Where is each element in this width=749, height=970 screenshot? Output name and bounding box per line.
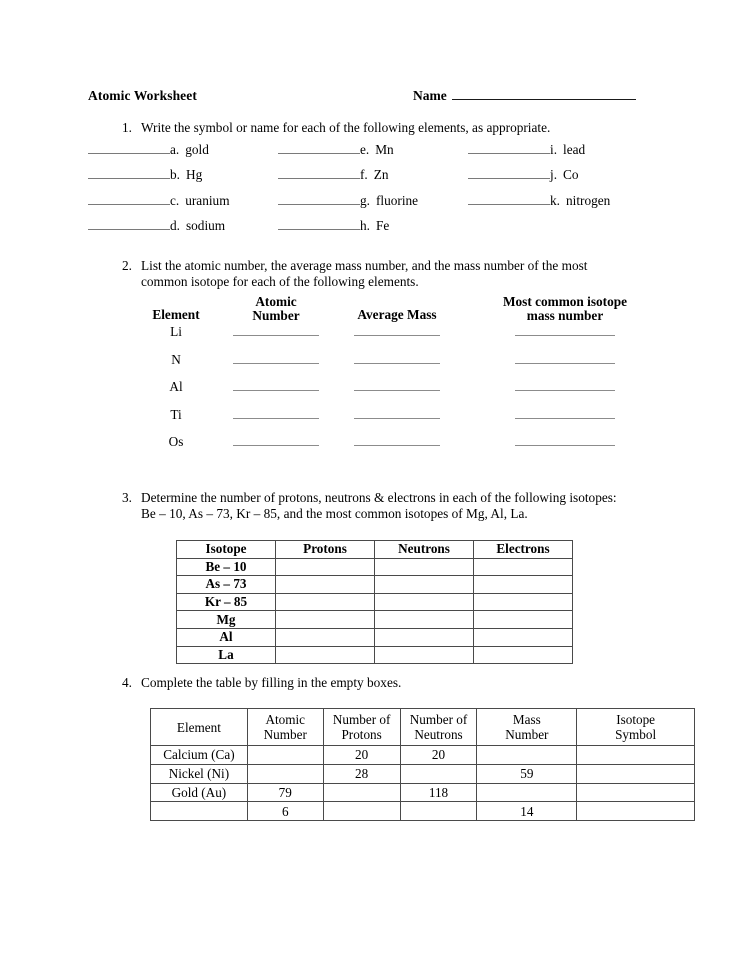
table-row [132, 434, 692, 462]
answer-blank-k[interactable] [468, 192, 550, 205]
element-cell-nickel: Nickel (Ni) [151, 764, 248, 783]
question-2-table-header [132, 290, 692, 324]
element-label-os: Os [168, 434, 184, 449]
column-header-atomic-number [220, 295, 332, 324]
table-header-row [151, 709, 695, 746]
item-label-j: Co [563, 167, 579, 183]
item-label-e: Mn [375, 142, 394, 157]
column-header-atomic-number-line-2: Number [252, 308, 300, 324]
answer-blank-j[interactable] [468, 166, 550, 179]
average-mass-blank-ti[interactable] [332, 409, 462, 419]
question-3 [110, 490, 690, 521]
isotope-cell-as73: As – 73 [177, 576, 276, 594]
mass-number-cell-gold[interactable] [477, 783, 577, 802]
atomic-number-blank-li[interactable] [220, 326, 332, 336]
atomic-number-blank-ti[interactable] [220, 409, 332, 419]
column-header-atomic-number-line-2: Number [263, 727, 307, 742]
isotope-symbol-cell-gold[interactable] [577, 783, 695, 802]
item-letter-i: i. [550, 142, 558, 157]
question-2 [110, 258, 690, 449]
atomic-number-cell-nickel[interactable] [247, 764, 323, 783]
item-letter-j: j. [550, 167, 558, 183]
question-1-row [88, 166, 658, 191]
item-label-g: fluorine [375, 192, 419, 208]
answer-blank-c[interactable] [88, 192, 170, 205]
column-header-atomic-number [247, 709, 323, 746]
question-3-prompt [141, 490, 690, 521]
question-1-row [88, 217, 658, 242]
isotope-symbol-cell-calcium[interactable] [577, 746, 695, 765]
item-label-h: Fe [375, 217, 390, 233]
mass-number-cell-calcium[interactable] [477, 746, 577, 765]
protons-cell-la[interactable] [276, 646, 375, 664]
neutrons-cell-mg[interactable] [375, 611, 474, 629]
item-label-b: Hg [185, 167, 203, 183]
name-input-line[interactable] [452, 89, 636, 100]
column-header-mass-number [477, 709, 577, 746]
document-header [88, 88, 618, 104]
isotope-cell-kr85: Kr – 85 [177, 593, 276, 611]
column-header-neutrons-line-1: Number of [409, 712, 468, 727]
atomic-number-cell-blank[interactable]: 6 [247, 802, 323, 821]
question-3-prompt-line-1: Determine the number of protons, neutrons & electrons in each of the following isotopes: [141, 490, 617, 505]
question-1-item-h [278, 217, 468, 234]
item-label-i: lead [563, 142, 586, 157]
table-header-row [177, 541, 573, 559]
column-header-protons-line-1: Number of [332, 712, 391, 727]
atomic-number-cell-calcium[interactable] [247, 746, 323, 765]
table-row [177, 558, 573, 576]
column-header-atomic-number-line-1: Atomic [265, 712, 306, 727]
question-1-number: 1. [122, 120, 132, 135]
question-2-prompt [141, 258, 690, 289]
protons-cell-blank[interactable] [323, 802, 400, 821]
protons-cell-nickel[interactable]: 28 [323, 764, 400, 783]
protons-cell-as73[interactable] [276, 576, 375, 594]
protons-cell-kr85[interactable] [276, 593, 375, 611]
column-header-element-line-1: Element [176, 719, 221, 735]
column-header-average-mass: Average Mass [357, 307, 437, 323]
item-letter-c: c. [170, 192, 180, 208]
question-1-item-empty [468, 217, 658, 230]
answer-blank-a[interactable] [88, 141, 170, 154]
element-completion-table [150, 708, 695, 821]
neutrons-cell-la[interactable] [375, 646, 474, 664]
item-letter-h: h. [360, 217, 370, 233]
question-4-number: 4. [122, 675, 132, 690]
element-cell-blank[interactable] [151, 802, 248, 821]
table-row [177, 593, 573, 611]
column-header-element: Element [152, 307, 200, 323]
column-header-mass-number-line-1: Mass [512, 712, 541, 727]
item-label-d: sodium [185, 217, 226, 233]
table-row [132, 379, 692, 407]
most-common-isotope-blank-al[interactable] [462, 381, 668, 391]
isotope-cell-be10: Be – 10 [177, 558, 276, 576]
column-header-mass-number-line-2: Number [505, 727, 549, 742]
question-1-row [88, 141, 658, 166]
electrons-cell-mg[interactable] [474, 611, 573, 629]
column-header-number-of-protons [323, 709, 400, 746]
protons-cell-al[interactable] [276, 628, 375, 646]
column-header-protons: Protons [276, 541, 375, 559]
question-1-item-c [88, 192, 278, 209]
electrons-cell-la[interactable] [474, 646, 573, 664]
column-header-most-common-isotope [462, 295, 668, 324]
column-header-isotope-symbol-line-2: Symbol [615, 727, 657, 742]
column-header-neutrons-line-2: Neutrons [414, 727, 463, 742]
question-1-item-k [468, 192, 658, 209]
question-1-item-d [88, 217, 278, 234]
question-4-prompt: Complete the table by filling in the empty boxes. [141, 675, 402, 690]
column-header-element [151, 709, 248, 746]
table-row [132, 352, 692, 380]
element-label-ti: Ti [170, 406, 182, 422]
atomic-number-blank-n[interactable] [220, 354, 332, 364]
question-4 [110, 675, 690, 691]
item-letter-d: d. [170, 217, 180, 233]
question-1-item-e [278, 141, 468, 158]
question-1-row [88, 192, 658, 217]
element-label-li: Li [170, 324, 182, 339]
question-2-table [132, 290, 692, 462]
table-row [177, 646, 573, 664]
table-row [151, 802, 695, 821]
neutrons-cell-blank[interactable] [400, 802, 477, 821]
item-label-a: gold [185, 142, 209, 157]
isotope-cell-al: Al [177, 628, 276, 646]
neutrons-cell-calcium[interactable]: 20 [400, 746, 477, 765]
name-field-group [413, 88, 636, 104]
name-label: Name [412, 88, 447, 103]
item-letter-g: g. [360, 192, 370, 208]
question-1-item-i [468, 141, 658, 158]
item-letter-a: a. [170, 142, 180, 157]
element-label-n: N [171, 351, 181, 367]
average-mass-blank-li[interactable] [332, 326, 462, 336]
item-letter-k: k. [550, 192, 560, 208]
answer-blank-d[interactable] [88, 217, 170, 230]
element-cell-gold: Gold (Au) [151, 783, 248, 802]
question-1-item-f [278, 166, 468, 183]
column-header-electrons: Electrons [474, 541, 573, 559]
question-2-prompt-line-1: List the atomic number, the average mass number, and the mass number of the most [141, 258, 588, 273]
table-row [132, 324, 692, 352]
table-row [151, 746, 695, 765]
item-label-k: nitrogen [565, 192, 611, 208]
column-header-atomic-number-line-1: Atomic [255, 293, 297, 309]
column-header-isotope-symbol-line-1: Isotope [616, 712, 656, 727]
atomic-number-cell-gold[interactable]: 79 [247, 783, 323, 802]
protons-cell-gold[interactable] [323, 783, 400, 802]
answer-blank-b[interactable] [88, 166, 170, 179]
electrons-cell-kr85[interactable] [474, 593, 573, 611]
electrons-cell-al[interactable] [474, 628, 573, 646]
isotope-symbol-cell-blank[interactable] [577, 802, 695, 821]
protons-cell-mg[interactable] [276, 611, 375, 629]
question-1-item-g [278, 192, 468, 209]
mass-number-cell-nickel[interactable]: 59 [477, 764, 577, 783]
neutrons-cell-al[interactable] [375, 628, 474, 646]
table-row [177, 576, 573, 594]
most-common-isotope-blank-ti[interactable] [462, 409, 668, 419]
column-header-number-of-neutrons [400, 709, 477, 746]
table-row [151, 764, 695, 783]
neutrons-cell-be10[interactable] [375, 558, 474, 576]
isotope-symbol-cell-nickel[interactable] [577, 764, 695, 783]
electrons-cell-as73[interactable] [474, 576, 573, 594]
answer-blank-g[interactable] [278, 192, 360, 205]
question-1-answer-grid [88, 141, 658, 242]
element-cell-calcium: Calcium (Ca) [151, 746, 248, 765]
answer-blank-h[interactable] [278, 217, 360, 230]
item-label-c: uranium [185, 192, 230, 208]
mass-number-cell-blank[interactable]: 14 [477, 802, 577, 821]
column-header-most-common-line-1: Most common isotope [502, 293, 628, 309]
average-mass-blank-os[interactable] [332, 436, 462, 446]
question-3-number: 3. [122, 490, 132, 505]
answer-blank-i[interactable] [468, 141, 550, 154]
atomic-number-blank-al[interactable] [220, 381, 332, 391]
table-row [132, 407, 692, 435]
table-row [177, 611, 573, 629]
electrons-cell-be10[interactable] [474, 558, 573, 576]
element-label-al: Al [169, 379, 183, 394]
neutrons-cell-kr85[interactable] [375, 593, 474, 611]
protons-cell-calcium[interactable]: 20 [323, 746, 400, 765]
item-label-f: Zn [373, 167, 389, 183]
column-header-most-common-line-2: mass number [526, 308, 604, 324]
column-header-protons-line-2: Protons [341, 727, 382, 742]
isotope-cell-mg: Mg [177, 611, 276, 629]
question-3-prompt-line-2: Be – 10, As – 73, Kr – 85, and the most common isotopes of Mg, Al, La. [141, 505, 528, 521]
table-row [151, 783, 695, 802]
atomic-number-blank-os[interactable] [220, 436, 332, 446]
question-2-prompt-line-2: common isotope for each of the following elements. [141, 273, 419, 289]
question-1-item-a [88, 141, 278, 158]
question-1-item-b [88, 166, 278, 183]
item-letter-f: f. [360, 167, 368, 183]
page-title: Atomic Worksheet [88, 88, 197, 103]
item-letter-b: b. [170, 167, 180, 183]
neutrons-cell-nickel[interactable] [400, 764, 477, 783]
isotope-cell-la: La [177, 646, 276, 664]
item-letter-e: e. [360, 142, 370, 157]
column-header-neutrons: Neutrons [375, 541, 474, 559]
question-1-prompt: Write the symbol or name for each of the following elements, as appropriate. [141, 120, 551, 135]
average-mass-blank-al[interactable] [332, 381, 462, 391]
answer-blank-f[interactable] [278, 166, 360, 179]
question-1 [110, 120, 690, 233]
neutrons-cell-as73[interactable] [375, 576, 474, 594]
average-mass-blank-n[interactable] [332, 354, 462, 364]
column-header-isotope: Isotope [177, 541, 276, 559]
most-common-isotope-blank-os[interactable] [462, 436, 668, 446]
neutrons-cell-gold[interactable]: 118 [400, 783, 477, 802]
column-header-isotope-symbol [577, 709, 695, 746]
question-2-number: 2. [122, 258, 132, 273]
question-1-item-j [468, 166, 658, 183]
answer-blank-e[interactable] [278, 141, 360, 154]
table-row [177, 628, 573, 646]
protons-cell-be10[interactable] [276, 558, 375, 576]
isotope-table [176, 540, 573, 664]
most-common-isotope-blank-n[interactable] [462, 354, 668, 364]
most-common-isotope-blank-li[interactable] [462, 326, 668, 336]
